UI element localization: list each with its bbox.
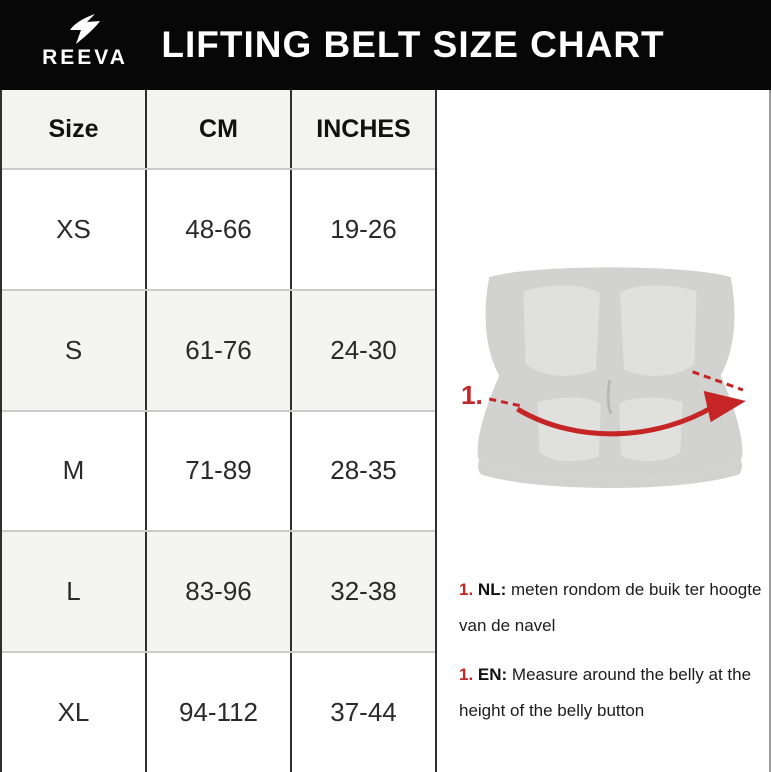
column-header-size: Size xyxy=(2,90,147,168)
note-nl-marker: 1. xyxy=(459,580,474,599)
page-title: LIFTING BELT SIZE CHART xyxy=(161,24,665,65)
note-nl-lang: NL: xyxy=(477,580,507,599)
cell-inches: 24-30 xyxy=(330,334,397,365)
measure-panel xyxy=(437,90,771,772)
cell-size: S xyxy=(2,291,147,410)
cell-size: M xyxy=(2,412,147,531)
notes xyxy=(459,572,771,743)
cell-inches: 37-44 xyxy=(330,697,397,728)
cell-inches: 19-26 xyxy=(330,213,397,244)
torso-illustration xyxy=(459,253,761,495)
table-row-xl xyxy=(2,653,435,772)
cell-cm: 94-112 xyxy=(147,653,292,772)
cell-cm: 71-89 xyxy=(147,412,292,531)
cell-cm: 61-76 xyxy=(147,291,292,410)
table-row-xs xyxy=(2,170,435,291)
note-en xyxy=(459,657,771,728)
note-en-lang: EN: xyxy=(477,665,508,685)
cell-inches: 28-35 xyxy=(330,455,397,486)
cell-size: L xyxy=(2,532,147,651)
content xyxy=(0,90,771,772)
cell-size: XS xyxy=(2,170,147,289)
cell-inches: 32-38 xyxy=(330,576,397,607)
torso-graphic xyxy=(459,253,761,490)
cell-cm: 48-66 xyxy=(147,170,292,289)
header-bar xyxy=(0,0,771,90)
note-en-text: Measure around the belly at the height of the belly button xyxy=(459,665,752,721)
cell-size: XL xyxy=(2,653,147,772)
note-nl xyxy=(459,572,771,643)
table-row-s xyxy=(2,291,435,412)
size-table xyxy=(0,90,437,772)
reeva-logo-icon xyxy=(68,14,102,44)
column-header-cm: CM xyxy=(147,90,292,168)
cell-cm: 83-96 xyxy=(147,532,292,651)
torso-body xyxy=(478,267,743,479)
table-header-row xyxy=(2,90,435,170)
brand-name: REEVA xyxy=(42,46,128,69)
table-row-m xyxy=(2,412,435,533)
brand-logo xyxy=(30,14,140,70)
note-en-marker: 1. xyxy=(459,665,474,685)
table-row-l xyxy=(2,532,435,653)
note-nl-text: meten rondom de buik ter hoogte van de navel xyxy=(459,580,762,635)
measure-marker: 1. xyxy=(461,379,483,410)
column-header-inches: INCHES xyxy=(316,114,411,143)
